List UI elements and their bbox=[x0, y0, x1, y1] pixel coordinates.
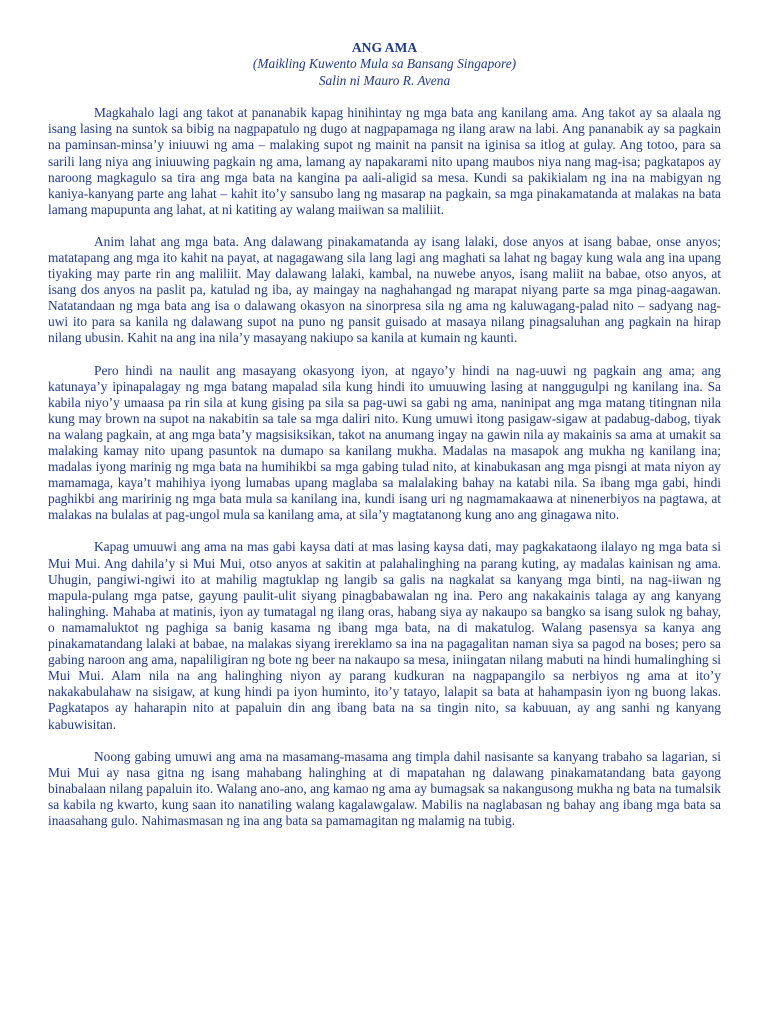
paragraph-3: Pero hindi na naulit ang masayang okasyong iyon, at ngayo’y hindi na nag-uuwi ng pagkain ang ama; ang katunaya’y ipinapalagay ng mga batang mapalad sila kung hindi ito umuuwing lasing at nanggugulpi ng kanilang ina. Sa kabila niyo’y umaasa pa rin sila at kung gising pa sila sa pag-uwi sa gabi ng ama, naninipat ang mga matang titingnan nila kung may brown na supot na nakabitin sa tale sa mga daliri nito. Kung umuwi itong pasigaw-sigaw at padabug-dabog, tiyak na walang pagkain, at ang mga bata’y magsisiksikan, takot na anumang ingay na gawin nila ay makainis sa ama at umakit sa malaking kamay nito upang pasuntok na dumapo sa kanilang mukha. Madalas na masapok ang mukha ng kanilang ina; madalas iyong marinig ng mga bata na humihikbi sa mga gabing tulad nito, at kinabukasan ang mga pisngi at mata niyon ay mamamaga, kaya’t mahihiya iyong lumabas upang maglaba sa malalaking bahay na katabi nila. Sa ibang mga gabi, hindi paghikbi ang maririnig ng mga bata mula sa kanilang ina, kundi isang uri ng nagmamakaawa at ninenerbiyos na pagtawa, at malakas na bulalas at pag-ungol mula sa kanilang ama, at sila’y magtatanong kung ano ang ginagawa nito. bbox=[48, 362, 721, 523]
paragraph-4: Kapag umuuwi ang ama na mas gabi kaysa dati at mas lasing kaysa dati, may pagkakataong ilalayo ng mga bata si Mui Mui. Ang dahila’y si Mui Mui, otso anyos at sakitin at palahalinghing na parang kuting, ay madalas kainisan ng ama. Uhugin, pangiwi-ngiwi ito at mahilig magtuklap ng langib sa galis na nagkalat sa kanyang mga binti, na nag-iiwan ng mapula-pulang mga patse, gayung paulit-ulit siyang pinagbabawalan ng ina. Pero ang nakakainis talaga ay ang kanyang halinghing. Mahaba at matinis, iyon ay tumatagal ng ilang oras, habang siya ay nakaupo sa bangko sa isang sulok ng bahay, o namamaluktot ng paghiga sa banig kasama ng ibang mga bata, na di makatulog. Walang pasensya sa kanya ang pinakamatandang lalaki at babae, na malakas siyang irereklamo sa ina na pagagalitan naman siya sa pagod na boses; pero sa gabing naroon ang ama, napaliligiran ng bote ng beer na nakaupo sa mesa, iniingatan nilang mabuti na hindi humalinghing si Mui Mui. Alam nila na ang halinghing niyon ay parang kudkuran na nagpapangilo sa nerbiyos ng ama at ito’y nakakabulahaw na sisigaw, at kung hindi pa iyon huminto, ito’y tatayo, lalapit sa bata at hahampasin iyon ng buong lakas. Pagkatapos ay haharapin nito at papaluin din ang ibang bata na sa tingin nito, sa kabuuan, ay ang sanhi ng kanyang kabuwisitan. bbox=[48, 539, 721, 732]
paragraph-5: Noong gabing umuwi ang ama na masamang-masama ang timpla dahil nasisante sa kanyang trabaho sa lagarian, si Mui Mui ay nasa gitna ng isang mahabang halinghing at di mapatahan ng dalawang pinakamatandang bata gayong binabalaan nilang papaluin ito. Walang ano-ano, ang kamao ng ama ay bumagsak sa nakangusong mukha ng bata na tumalsik sa kabila ng kwarto, kung saan ito nanatiling walang kagalawgalaw. Mabilis na naglabasan ng bahay ang ibang mga bata sa inaasahang gulo. Nahimasmasan ng ina ang bata sa pamamagitan ng malamig na tubig. bbox=[48, 748, 721, 828]
paragraph-2: Anim lahat ang mga bata. Ang dalawang pinakamatanda ay isang lalaki, dose anyos at isang babae, onse anyos; matatapang ang mga ito kahit na payat, at nagagawang sila lang lagi ang maghati sa lahat ng bagay kung wala ang ina upang tiyaking may parte rin ang maliliit. May dalawang lalaki, kambal, na nuwebe anyos, isang maliit na babae, otso anyos, at isang dos anyos na paslit pa, katulad ng iba, ay maingay na naghahangad ng marapat niyang parte sa mga pinag-aagawan. Natatandaan ng mga bata ang isa o dalawang okasyon na sinorpresa sila ng ama ng kaluwagang-palad nito – sadyang nag-uwi ito para sa kanila ng dalawang supot na puno ng pansit guisado at masaya nilang pinagsaluhan ang pagkain na hirap nilang ubusin. Kahit na ang ina nila’y masayang nakiupo sa kanila at kumain ng kaunti. bbox=[48, 233, 721, 346]
document-header bbox=[48, 40, 721, 89]
translator-credit: Salin ni Mauro R. Avena bbox=[318, 72, 451, 88]
paragraph-1: Magkahalo lagi ang takot at pananabik kapag hinihintay ng mga bata ang kanilang ama. Ang takot ay sa alaala ng isang lasing na suntok sa bibig na nagpapatulo ng dugo at nagpapamaga ng ilang araw na labi. Ang pananabik ay sa pagkain na paminsan-minsa’y iniuuwi ng ama – malaking supot ng mainit na pansit na iginisa sa itlog at gulay. Ang totoo, para sa sarili lang niya ang iniuuwing pagkain ng ama, lamang ay napakarami nito upang maubos niya nang mag-isa; pagkatapos ay naroong magkagulo sa tira ang mga bata na kangina pa aali-aligid sa mesa. Kundi sa pakikialam ng ina na mabigyan ng kaniya-kanyang parte ang lahat – kahit ito’y sansubo lang ng masarap na pagkain, sa mga pinakamatanda at malakas na bata lamang mapupunta ang lahat, at ni katiting ay walang maiiwan sa maliliit. bbox=[48, 105, 721, 217]
story-subtitle: (Maikling Kuwento Mula sa Bansang Singapore) bbox=[252, 56, 517, 72]
document-page bbox=[48, 40, 721, 845]
story-title: ANG AMA bbox=[351, 40, 418, 55]
